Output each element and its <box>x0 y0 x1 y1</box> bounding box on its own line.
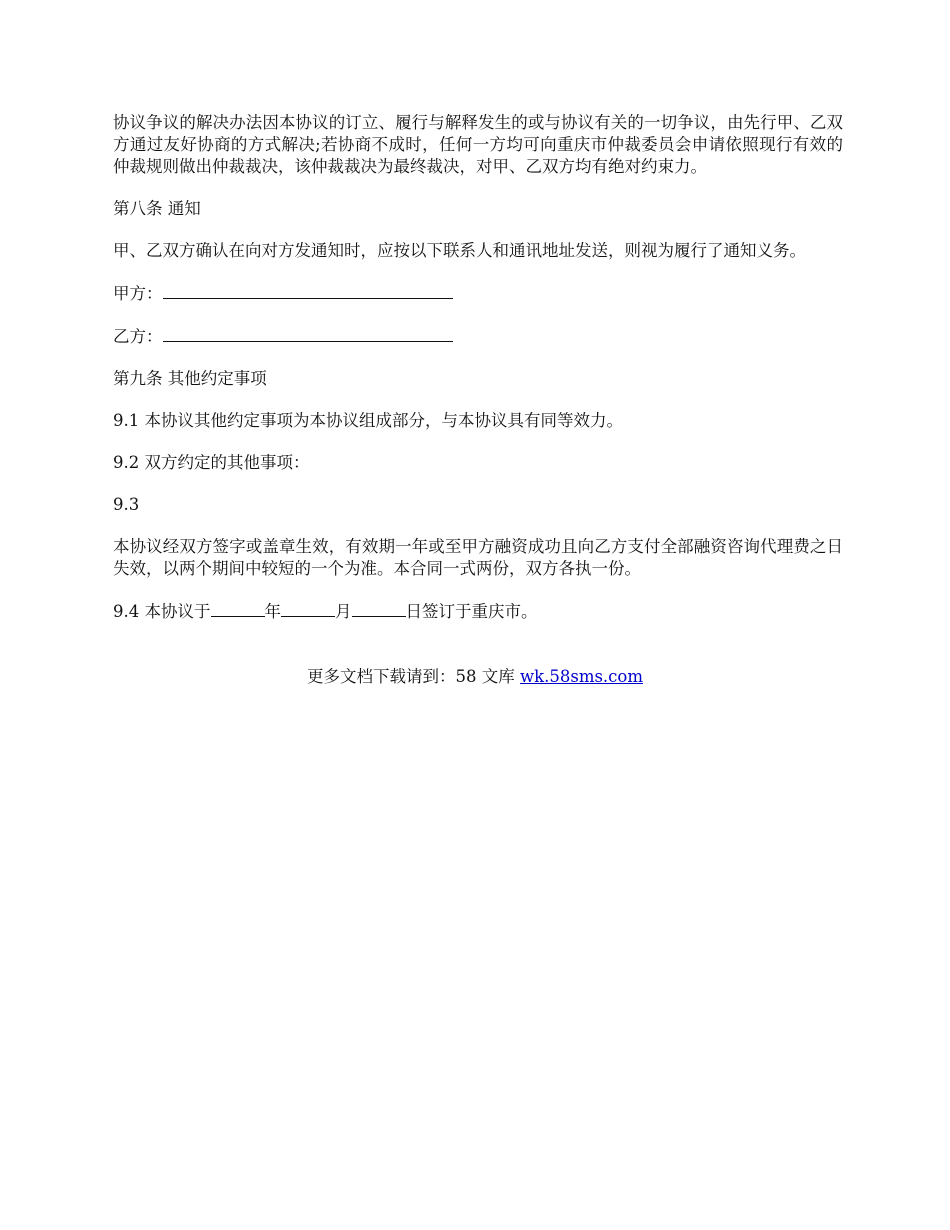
month-blank <box>281 600 335 617</box>
footer <box>0 666 950 688</box>
day-blank <box>352 600 406 617</box>
party-b-blank <box>163 325 453 342</box>
notice-paragraph: 甲、乙双方确认在向对方发通知时，应按以下联系人和通讯地址发送，则视为履行了通知义务。 <box>113 241 806 260</box>
validity-paragraph: 本协议经双方签字或盖章生效，有效期一年或至甲方融资成功且向乙方支付全部融资咨询代理费之日失效，以两个期间中较短的一个为准。本合同一式两份，双方各执一份。 <box>113 537 843 578</box>
party-a-blank <box>163 282 453 299</box>
clause-9-3: 9.3 <box>113 495 140 514</box>
clause-9-4-prefix: 9.4 本协议于 <box>113 602 211 621</box>
party-b-line <box>113 325 843 348</box>
article-8-heading: 第八条 通知 <box>113 199 201 218</box>
clause-9-1: 9.1 本协议其他约定事项为本协议组成部分，与本协议具有同等效力。 <box>113 411 623 430</box>
document-body <box>113 112 843 643</box>
party-a-line <box>113 282 843 305</box>
clause-9-4-month: 月 <box>335 602 352 621</box>
clause-9-4-suffix: 日签订于重庆市。 <box>405 602 538 621</box>
footer-text: 更多文档下载请到：58 文库 <box>306 667 520 686</box>
dispute-paragraph: 协议争议的解决办法因本协议的订立、履行与解释发生的或与协议有关的一切争议，由先行甲、乙双方通过友好协商的方式解决;若协商不成时，任何一方均可向重庆市仲裁委员会申请依照现行有效的仲裁规则做出仲裁裁决，该仲裁裁决为最终裁决，对甲、乙双方均有绝对约束力。 <box>113 113 843 176</box>
clause-9-2: 9.2 双方约定的其他事项： <box>113 453 310 472</box>
clause-9-4-year: 年 <box>264 602 281 621</box>
party-b-label: 乙方： <box>113 327 163 346</box>
party-a-label: 甲方： <box>113 284 163 303</box>
article-9-heading: 第九条 其他约定事项 <box>113 369 267 388</box>
footer-link[interactable]: wk.58sms.com <box>519 667 643 686</box>
clause-9-4 <box>113 600 843 623</box>
year-blank <box>211 600 265 617</box>
